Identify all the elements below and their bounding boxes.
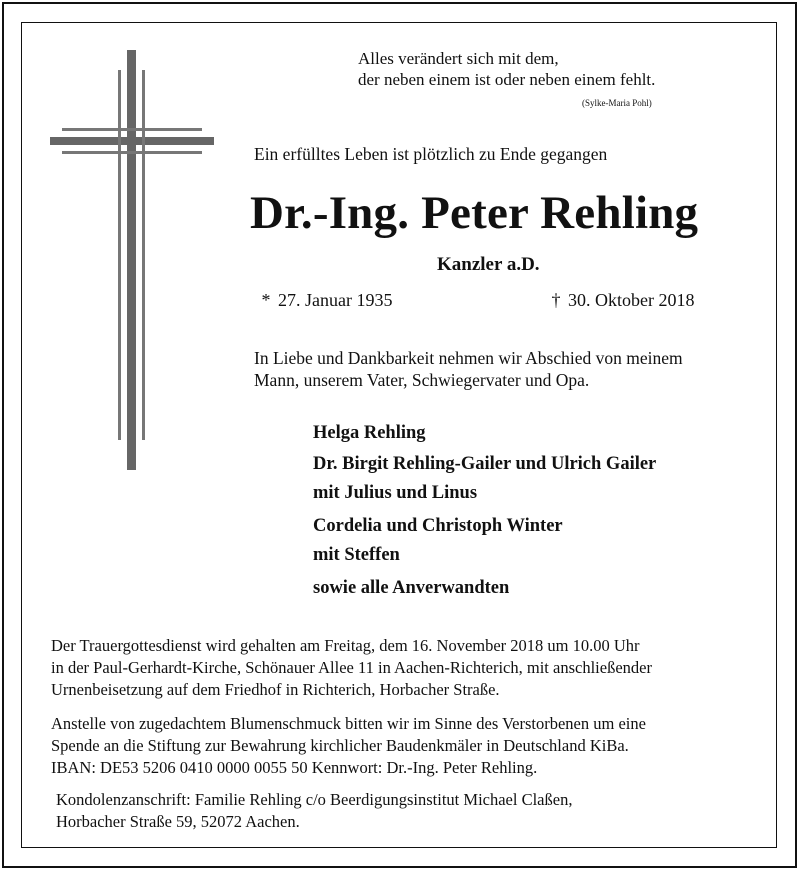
- cross-icon: [50, 50, 214, 470]
- quote-author: (Sylke-Maria Pohl): [582, 98, 652, 108]
- mourner-line: Helga Rehling: [313, 423, 426, 443]
- condolence-line: Kondolenzanschrift: Familie Rehling c/o Beerdigungsinstitut Michael Claßen,: [56, 790, 573, 809]
- mourner-line: sowie alle Anverwandten: [313, 578, 510, 598]
- service-line: Der Trauergottesdienst wird gehalten am Freitag, dem 16. November 2018 um 10.00 Uhr: [51, 636, 640, 655]
- birth-star-icon: *: [261, 290, 271, 310]
- farewell-text: [254, 347, 683, 391]
- birth-date: [258, 290, 392, 311]
- death-cross-icon: †: [551, 290, 561, 310]
- mourner-line: mit Julius und Linus: [313, 483, 478, 503]
- donation-line: Anstelle von zugedachtem Blumenschmuck bitten wir im Sinne des Verstorbenen um eine: [51, 714, 646, 733]
- mourner-line: Dr. Birgit Rehling-Gailer und Ulrich Gailer: [313, 454, 657, 474]
- farewell-line: In Liebe und Dankbarkeit nehmen wir Abschied von meinem: [254, 348, 683, 368]
- death-date-text: 30. Oktober 2018: [568, 290, 695, 310]
- intro-text: Ein erfülltes Leben ist plötzlich zu Ende gegangen: [254, 144, 608, 164]
- mourner-line: Cordelia und Christoph Winter: [313, 516, 563, 536]
- death-date: [548, 290, 694, 311]
- quote-line: Alles verändert sich mit dem,: [358, 49, 559, 68]
- donation-line: Spende an die Stiftung zur Bewahrung kirchlicher Baudenkmäler in Deutschland KiBa.: [51, 736, 629, 755]
- mourner-line: mit Steffen: [313, 545, 400, 565]
- quote: [358, 48, 655, 90]
- condolence-line: Horbacher Straße 59, 52072 Aachen.: [56, 812, 300, 831]
- donation-line: IBAN: DE53 5206 0410 0000 0055 50 Kennwort: Dr.-Ing. Peter Rehling.: [51, 758, 538, 777]
- deceased-title: Kanzler a.D.: [437, 254, 540, 275]
- service-line: Urnenbeisetzung auf dem Friedhof in Richterich, Horbacher Straße.: [51, 680, 500, 699]
- birth-date-text: 27. Januar 1935: [278, 290, 393, 310]
- farewell-line: Mann, unserem Vater, Schwiegervater und Opa.: [254, 370, 590, 390]
- deceased-name: Dr.-Ing. Peter Rehling: [250, 187, 699, 239]
- quote-line: der neben einem ist oder neben einem fehlt.: [358, 70, 656, 89]
- service-info: [51, 635, 652, 701]
- service-line: in der Paul-Gerhardt-Kirche, Schönauer Allee 11 in Aachen-Richterich, mit anschließender: [51, 658, 652, 677]
- donation-info: [51, 713, 646, 779]
- condolence-address: [56, 789, 572, 833]
